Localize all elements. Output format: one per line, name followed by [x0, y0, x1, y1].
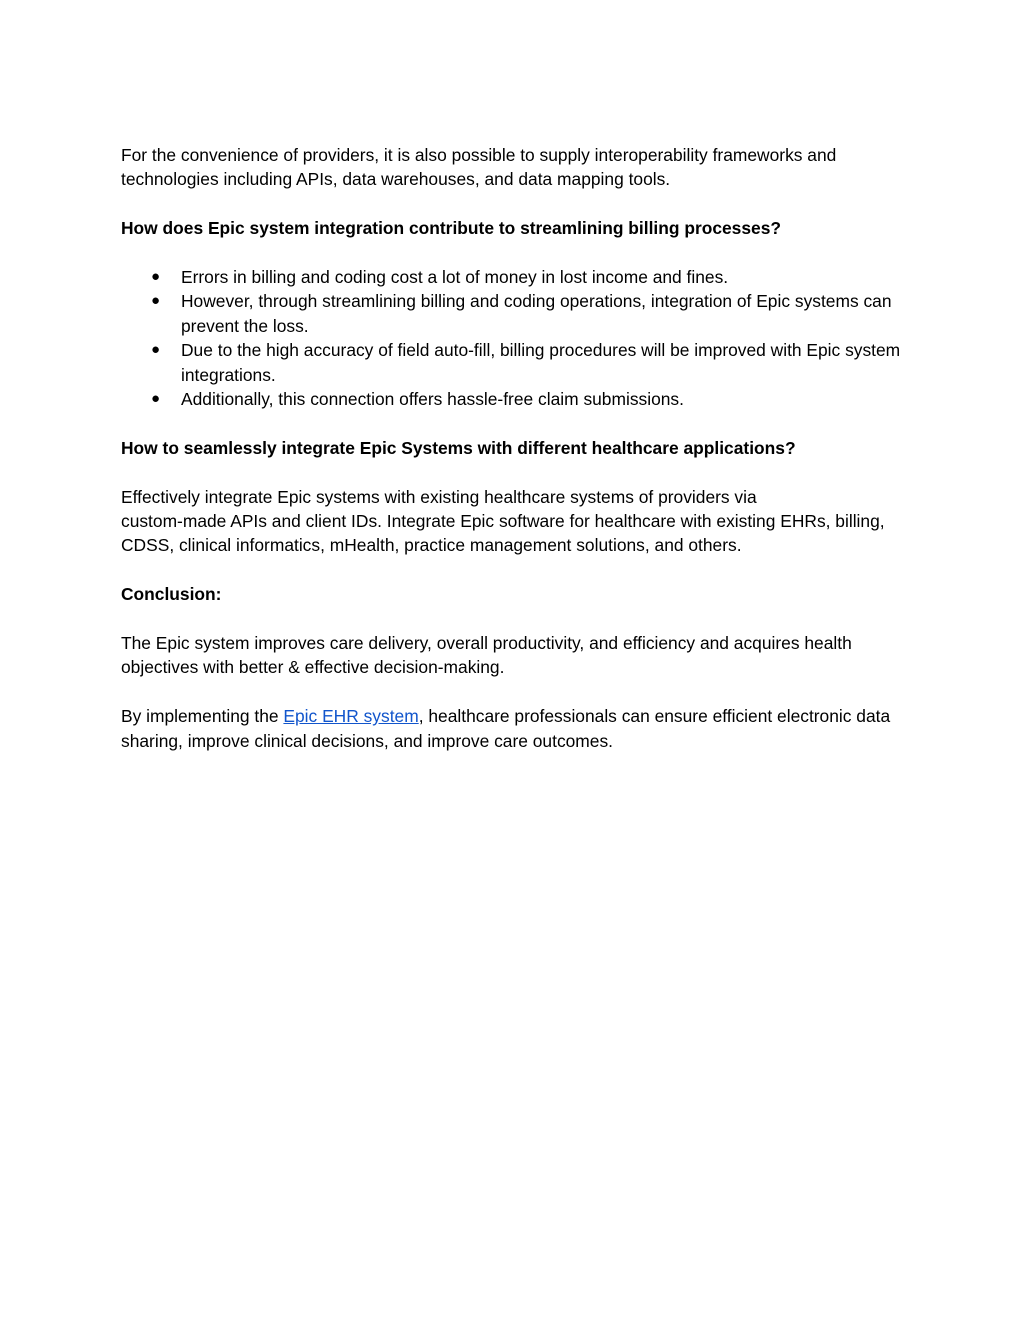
- final-text-after: , healthcare professionals can ensure efficient electronic data sharing, improve clinical decisions, and improve care outcomes.: [121, 706, 891, 751]
- integration-paragraph: [121, 485, 911, 558]
- list-item: [121, 387, 911, 411]
- integration-section-heading: How to seamlessly integrate Epic Systems with different healthcare applications?: [121, 437, 796, 458]
- list-item: [121, 289, 911, 338]
- integration-line-1: Effectively integrate Epic systems with existing healthcare systems of providers via: [121, 486, 757, 507]
- final-text-before: By implementing the: [121, 706, 284, 727]
- bullet-icon: ●: [151, 390, 161, 408]
- bullet-icon: ●: [151, 341, 161, 359]
- list-item-text: Errors in billing and coding cost a lot of money in lost income and fines.: [181, 267, 729, 287]
- billing-section-heading: How does Epic system integration contribute to streamlining billing processes?: [121, 218, 781, 239]
- list-item-text: However, through streamlining billing and coding operations, integration of Epic systems can prevent the loss.: [181, 291, 892, 336]
- list-item-text: Due to the high accuracy of field auto-fill, billing procedures will be improved with Epic system integrations.: [181, 340, 901, 385]
- intro-paragraph: For the convenience of providers, it is also possible to supply interoperability frameworks and technologies including APIs, data warehouses, and data mapping tools.: [121, 145, 837, 190]
- document-page: [121, 143, 911, 777]
- final-paragraph: [121, 704, 911, 753]
- bullet-icon: ●: [151, 268, 161, 285]
- conclusion-paragraph: The Epic system improves care delivery, overall productivity, and efficiency and acquires health objectives with better & effective decision-making.: [121, 633, 852, 678]
- list-item-text: Additionally, this connection offers hassle-free claim submissions.: [181, 389, 684, 410]
- integration-line-2: custom-made APIs and client IDs. Integrate Epic software for healthcare with existing EHRs, billing, CDSS, clinical informatics, mHealth, practice management solutions, and others.: [121, 511, 885, 556]
- billing-bullet-list: [121, 265, 911, 411]
- list-item: [121, 338, 911, 387]
- list-item: [121, 265, 911, 289]
- epic-ehr-system-link[interactable]: Epic EHR system: [283, 706, 419, 727]
- conclusion-heading: Conclusion:: [121, 584, 222, 605]
- bullet-icon: ●: [151, 292, 161, 310]
